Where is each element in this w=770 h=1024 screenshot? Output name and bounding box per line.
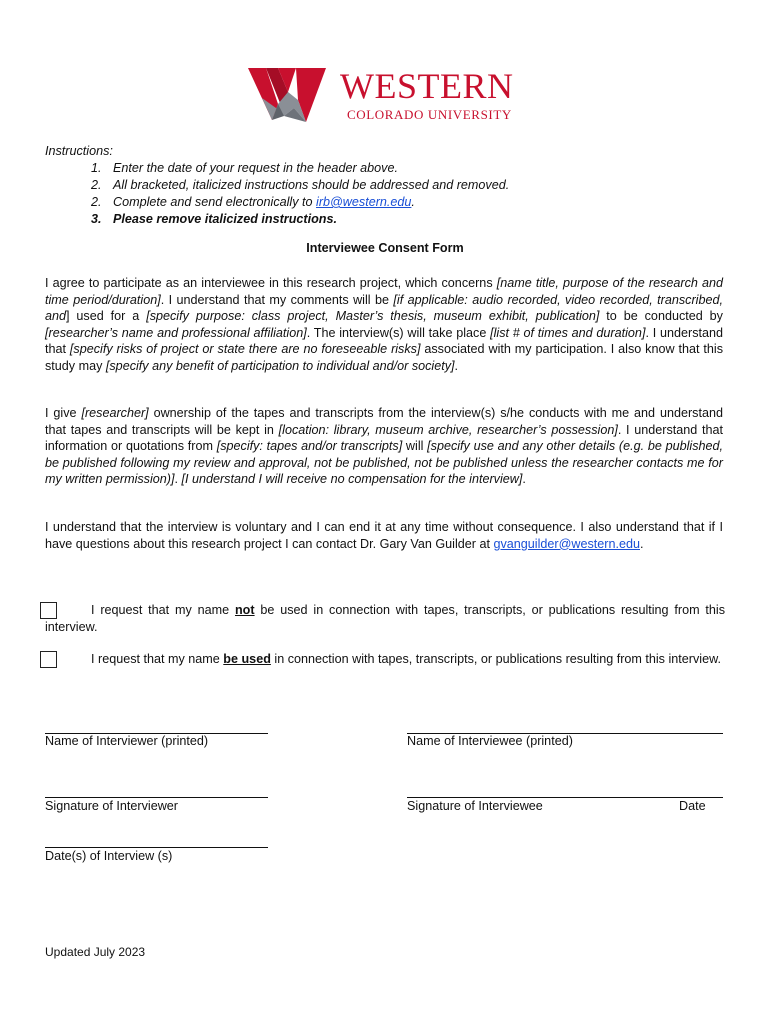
interview-dates-label: Date(s) of Interview (s) xyxy=(45,849,173,863)
logo-subtitle: COLORADO UNIVERSITY xyxy=(347,107,512,122)
footer-updated: Updated July 2023 xyxy=(45,945,146,959)
western-logo xyxy=(248,64,528,126)
interviewer-signature-label: Signature of Interviewer xyxy=(45,799,179,813)
contact-email-link[interactable]: gvanguilder@western.edu xyxy=(493,536,640,551)
instructions xyxy=(45,143,509,228)
interviewer-signature-line[interactable] xyxy=(45,797,268,798)
logo-wordmark: WESTERN xyxy=(340,66,514,106)
interviewee-signature-line[interactable] xyxy=(407,797,723,798)
form-title: Interviewee Consent Form xyxy=(306,241,464,255)
option-name-not-used: I request that my name not be used in connection with tapes, transcripts, or publications resulting from this interview. xyxy=(45,603,726,634)
instruction-item: 3. Please remove italicized instructions. xyxy=(91,212,337,226)
date-label: Date xyxy=(679,799,706,813)
instruction-item: 1. Enter the date of your request in the header above. xyxy=(91,161,398,175)
w-mark-icon xyxy=(248,64,328,126)
instruction-item: 2. All bracketed, italicized instructions should be addressed and removed. xyxy=(91,178,510,192)
option-name-used: I request that my name be used in connection with tapes, transcripts, or publications resulting from this interview. xyxy=(91,652,721,666)
consent-paragraph-1: I agree to participate as an interviewee in this research project, which concerns [name title, purpose of the research and time period/duration]. I understand that my comments will be [if applicable: audio recorded, video recorded, transcribed, and] used for a [specify purpose: class project, Master’s thesis, museum exhibit, publication] to be conducted by [researcher’s name and professional affiliation]. The interview(s) will take place [list # of times and duration]. I understand that [specify risks of project or state there are no foreseeable risks] associated with my participation. I also know that this study may [specify any benefit of participation to individual and/or society]. xyxy=(45,276,724,373)
consent-paragraph-3: I understand that the interview is voluntary and I can end it at any time without consequence. I also understand that if I have questions about this research project I can contact Dr. Gary Van Guilder at gvanguilder@western.edu. xyxy=(45,520,723,551)
instructions-heading: Instructions: xyxy=(45,144,113,158)
interviewee-name-label: Name of Interviewee (printed) xyxy=(407,734,573,748)
interview-dates-line[interactable] xyxy=(45,847,268,848)
irb-email-link[interactable]: irb@western.edu xyxy=(316,195,412,209)
interviewee-signature-label: Signature of Interviewee xyxy=(407,799,543,813)
interviewer-name-label: Name of Interviewer (printed) xyxy=(45,734,209,748)
instruction-item: 2. Complete and send electronically to irb@western.edu. xyxy=(91,195,415,209)
consent-paragraph-2: I give [researcher] ownership of the tapes and transcripts from the interview(s) s/he conducts with me and understand that tapes and transcripts will be kept in [location: library, museum archive, researcher’s possession]. I understand that information or quotations from [specify: tapes and/or transcripts] will [specify use and any other details (e.g. be published, be published following my review and approval, not be published, not be published unless the researcher contacts me for my written permission)]. [I understand I will receive no compensation for the interview]. xyxy=(45,406,724,487)
